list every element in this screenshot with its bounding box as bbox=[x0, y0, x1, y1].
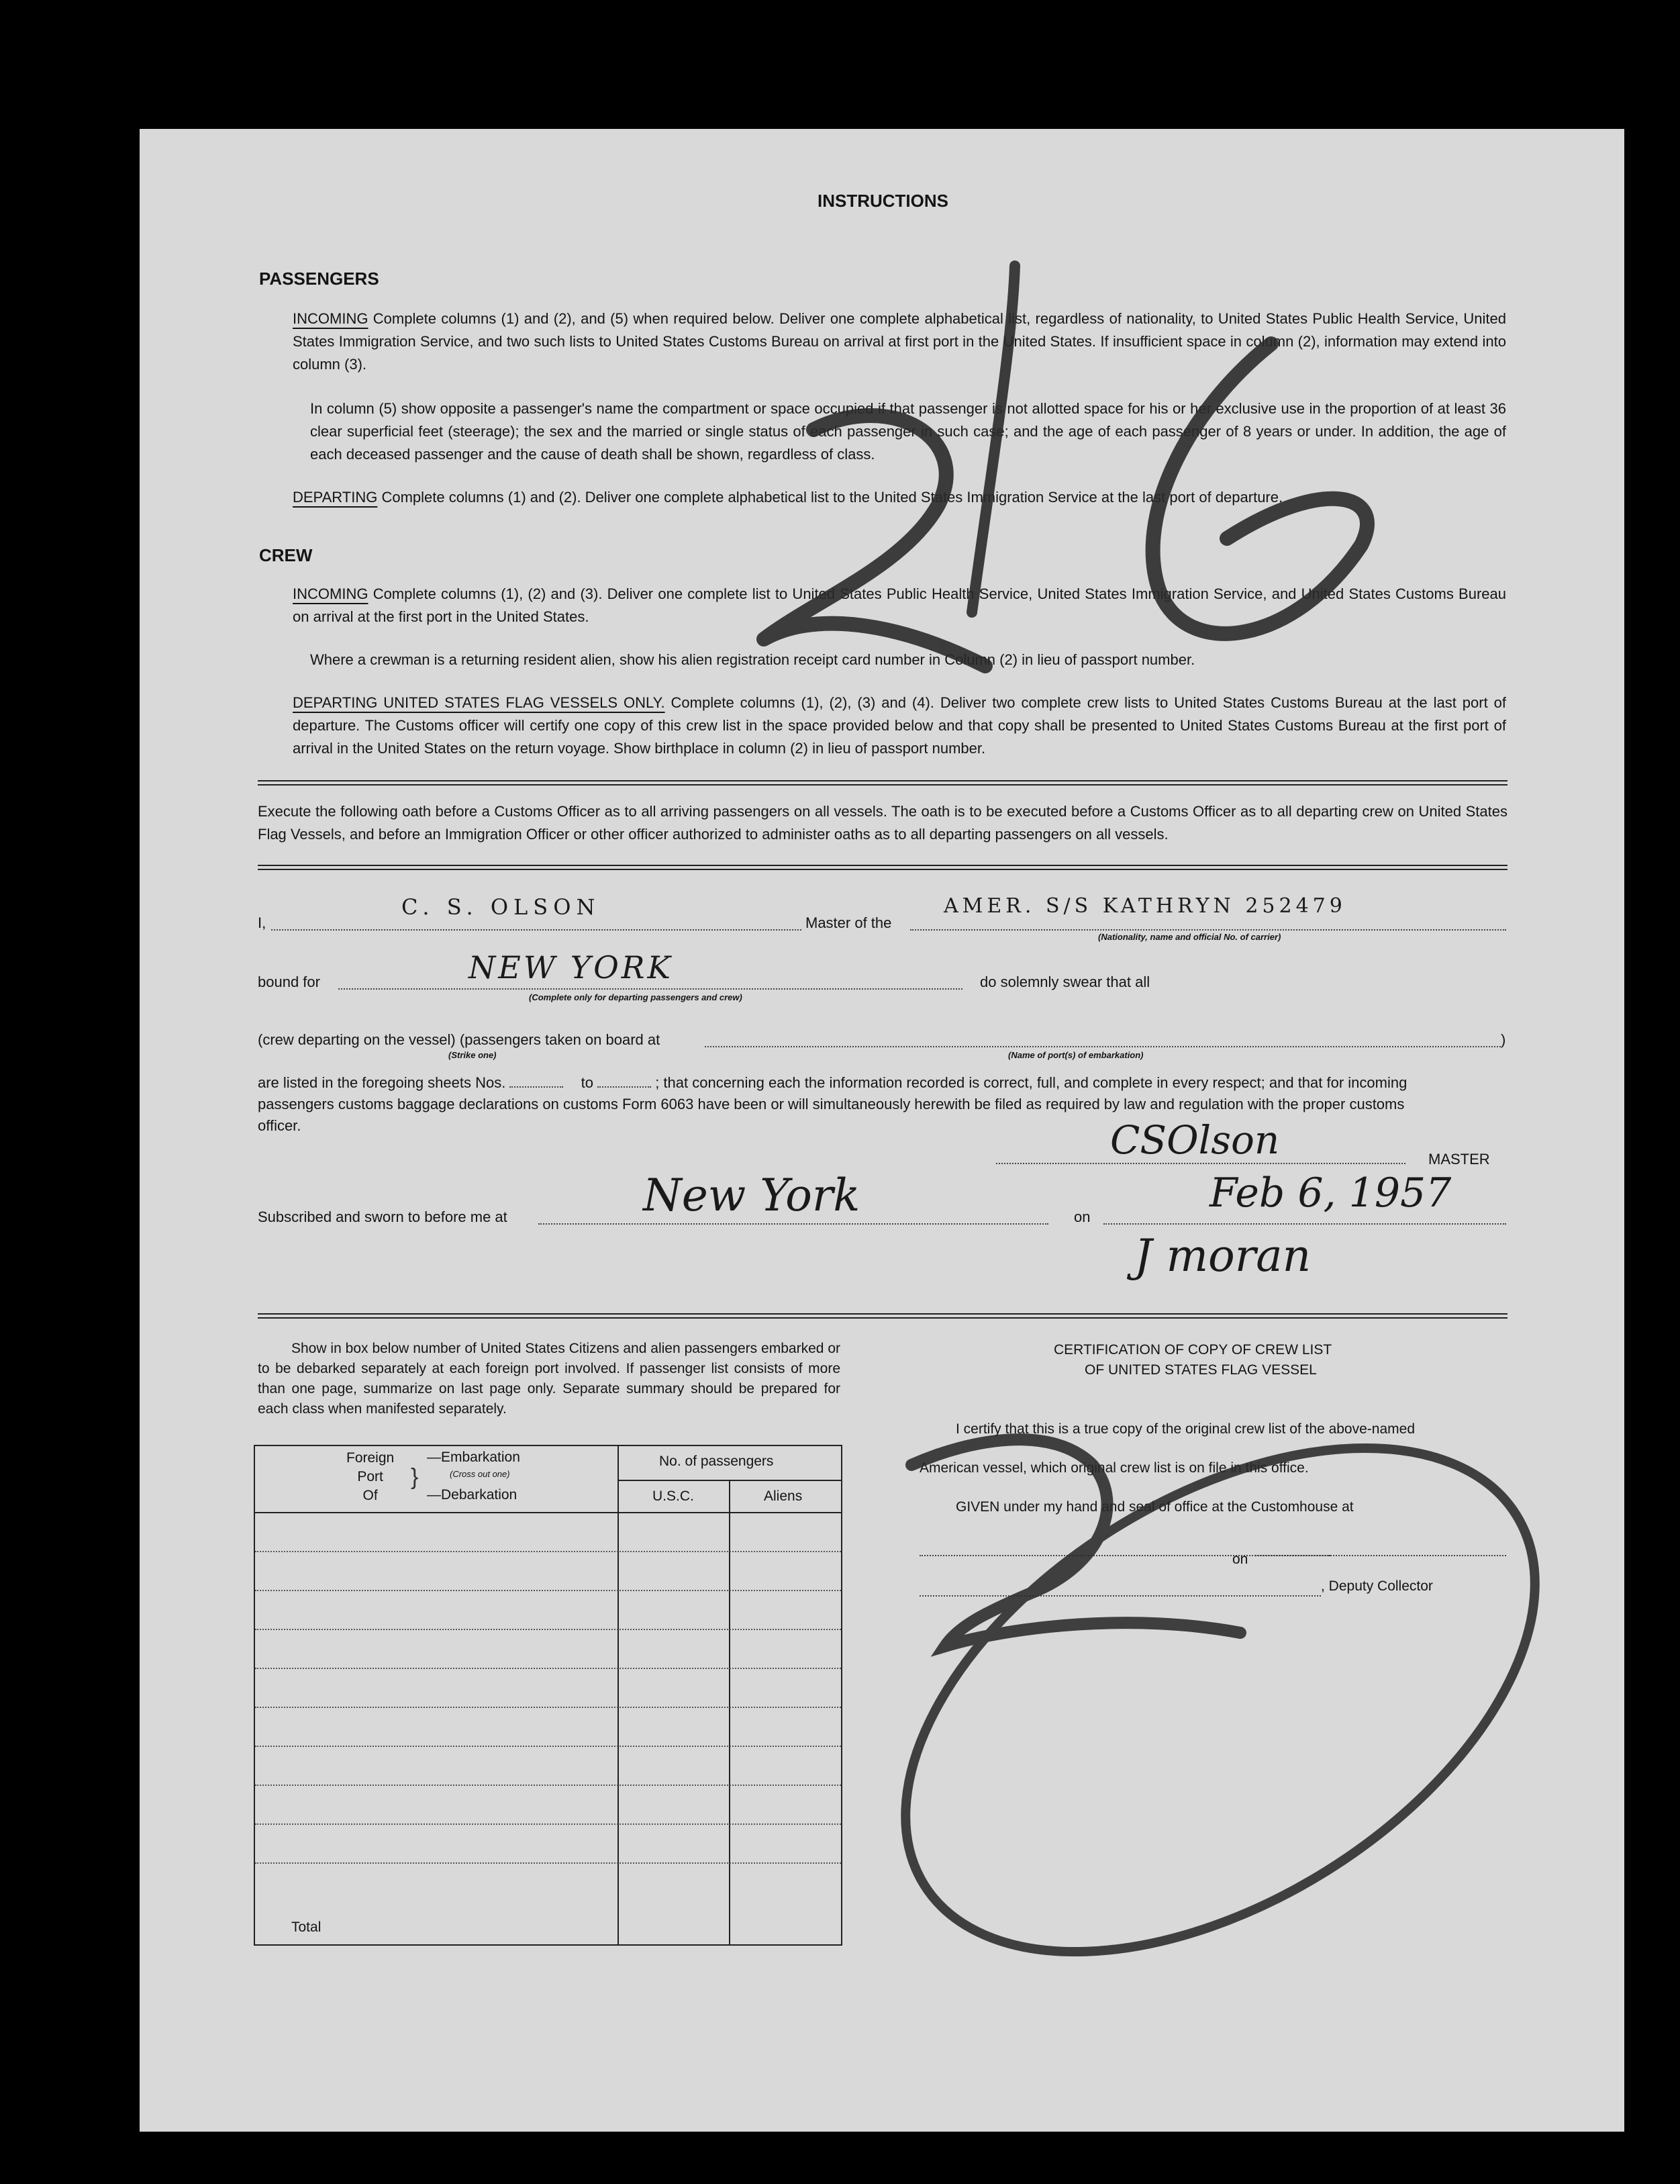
certification-title-1: CERTIFICATION OF COPY OF CREW LIST bbox=[1054, 1342, 1332, 1358]
crayon-marks bbox=[140, 129, 1624, 2132]
passengers-column5-text: In column (5) show opposite a passenger's name the compartment or space occupied if that passenger is not allotted space for his or her exclusive use in the proportion of at least 36 clear superficial feet (steerage); the sex and the married or single status of each passenger in such case; and the age of each passenger of 8 years or under. In addition, the age of each deceased passenger and the cause of death shall be shown, regardless of class. bbox=[310, 400, 1506, 463]
subscribed-label: Subscribed and sworn to before me at bbox=[258, 1208, 507, 1225]
master-signature: CSOlson bbox=[1110, 1117, 1280, 1163]
master-of-label: Master of the bbox=[805, 914, 892, 931]
listed-sheets-label: are listed in the foregoing sheets Nos. bbox=[258, 1074, 506, 1091]
certification-title-2: OF UNITED STATES FLAG VESSEL bbox=[1085, 1362, 1317, 1378]
total-label: Total bbox=[291, 1919, 322, 1935]
cross-out-note: (Cross out one) bbox=[450, 1469, 510, 1479]
crew-heading: CREW bbox=[259, 545, 313, 565]
listed-text-c: passengers customs baggage declarations on customs Form 6063 have been or will simultaneously herewith be filed as required by law and regulation with the proper customs bbox=[258, 1096, 1405, 1112]
certify-text-2: American vessel, which original crew list is on file in this office. bbox=[920, 1460, 1309, 1476]
oath-intro: Execute the following oath before a Customs Officer as to all arriving passengers on all vessels. The oath is to be executed before a Customs Officer as to all departing crew on United States Flag Vessels, and before an Immigration Officer or other officer authorized to administer oaths as to all departing passengers on all vessels. bbox=[258, 803, 1508, 843]
crew-resident-text: Where a crewman is a returning resident alien, show his alien registration receipt card number in Column (2) in lieu of passport number. bbox=[310, 651, 1195, 668]
passengers-incoming-label: INCOMING bbox=[293, 310, 368, 327]
oath-i-label: I, bbox=[258, 914, 266, 931]
certify-text: I certify that this is a true copy of the original crew list of the above-named bbox=[956, 1421, 1415, 1437]
crew-departing-label: DEPARTING UNITED STATES FLAG VESSELS ONLY. bbox=[293, 694, 665, 711]
crew-departing-clause: (crew departing on the vessel) (passengers taken on board at bbox=[258, 1031, 660, 1048]
swear-label: do solemnly swear that all bbox=[980, 974, 1150, 990]
sworn-date-handwritten: Feb 6, 1957 bbox=[1209, 1170, 1452, 1217]
passengers-departing-text: Complete columns (1) and (2). Deliver one complete alphabetical list to the United States Immigration Service at the last port of departure. bbox=[381, 489, 1283, 506]
certification-on-label: on bbox=[1232, 1552, 1248, 1567]
crew-departing-text: Complete columns (1), (2), (3) and (4). Deliver two complete crew lists to United States Customs Bureau at the last port of departure. The Customs officer will certify one copy of this crew list in the space provided below and that copy shall be presented to United States Customs Bureau at the first port of arrival in the United States on the return voyage. Show birthplace in column (2) in lieu of passport number. bbox=[293, 694, 1506, 757]
deputy-collector-label: , Deputy Collector bbox=[1321, 1578, 1433, 1594]
passengers-departing-label: DEPARTING bbox=[293, 489, 378, 506]
crew-incoming-label: INCOMING bbox=[293, 585, 368, 602]
summary-intro: Show in box below number of United States Citizens and alien passengers embarked or to be debarked separately at each foreign port involved. If passenger list consists of more than one page, summarize on last page only. Separate summary should be prepared for each class when manifested separately. bbox=[258, 1341, 840, 1417]
manifest-page bbox=[140, 129, 1624, 2132]
brace-icon: } bbox=[411, 1464, 419, 1490]
usc-header: U.S.C. bbox=[652, 1488, 694, 1504]
passengers-incoming-text: Complete columns (1) and (2), and (5) when required below. Deliver one complete alphabetical list, regardless of nationality, to United States Public Health Service, United States Immigration Service, and two such lists to United States Customs Bureau on arrival at first port in the United States. If insufficient space in column (2), information may extend into column (3). bbox=[293, 310, 1506, 373]
close-paren: ) bbox=[1501, 1031, 1506, 1048]
debarkation-label: —Debarkation bbox=[427, 1487, 517, 1503]
foreign-port-label: Foreign Port Of bbox=[346, 1450, 395, 1503]
crew-incoming-text: Complete columns (1), (2) and (3). Deliver one complete list to United States Public Health Service, United States Immigration Service, and United States Customs Bureau on arrival at the first port in the United States. bbox=[293, 585, 1506, 625]
given-text: GIVEN under my hand and seal of office at the Customhouse at bbox=[956, 1499, 1354, 1515]
aliens-header: Aliens bbox=[764, 1488, 803, 1504]
vessel-note: (Nationality, name and official No. of carrier) bbox=[1098, 932, 1281, 942]
embarkation-label: —Embarkation bbox=[427, 1450, 520, 1465]
master-label: MASTER bbox=[1428, 1151, 1490, 1168]
no-of-passengers-header: No. of passengers bbox=[659, 1454, 774, 1469]
bound-for-handwritten: NEW YORK bbox=[468, 949, 673, 986]
bound-for-note: (Complete only for departing passengers and crew) bbox=[529, 992, 742, 1002]
listed-to-label: to bbox=[581, 1074, 593, 1091]
officer-signature: J moran bbox=[1134, 1230, 1312, 1282]
master-name-handwritten: C. S. OLSON bbox=[401, 894, 601, 920]
vessel-handwritten: AMER. S/S KATHRYN 252479 bbox=[944, 894, 1346, 918]
listed-text-b: ; that concerning each the information recorded is correct, full, and complete in every respect; and that for incoming bbox=[655, 1074, 1407, 1091]
listed-text-d: officer. bbox=[258, 1117, 301, 1134]
circled-2-mark bbox=[818, 1344, 1623, 2056]
number-216-mark bbox=[764, 266, 1367, 666]
sworn-place-handwritten: New York bbox=[643, 1170, 860, 1221]
strike-note: (Strike one) bbox=[448, 1050, 497, 1060]
passengers-heading: PASSENGERS bbox=[259, 269, 379, 289]
ports-note: (Name of port(s) of embarkation) bbox=[1008, 1050, 1144, 1060]
on-label: on bbox=[1074, 1208, 1091, 1225]
instructions-title: INSTRUCTIONS bbox=[818, 191, 948, 211]
bound-for-label: bound for bbox=[258, 974, 320, 990]
